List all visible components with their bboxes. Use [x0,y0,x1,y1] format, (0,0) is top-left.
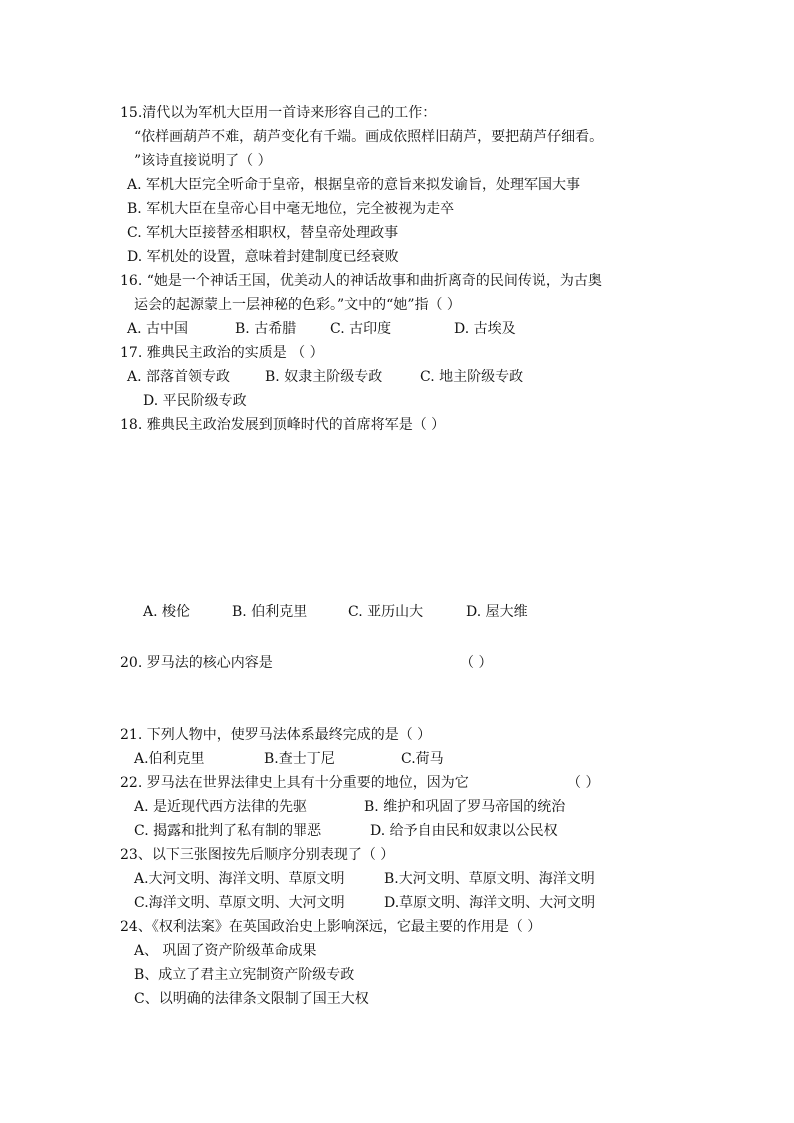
q17-option-d: D. 平民阶级专政 [143,393,247,409]
q24-option-c: C、以明确的法律条文限制了国王大权 [134,991,369,1007]
q15-option-b: B. 军机大臣在皇帝心目中毫无地位，完全被视为走卒 [127,201,455,217]
q17-option-a: A. 部落首领专政 [127,369,231,385]
q18-stem: 18. 雅典民主政治发展到顶峰时代的首席将军是（ ） [120,417,446,433]
q23-option-a: A.大河文明、海洋文明、草原文明 [134,871,345,887]
q16-option-d: D. 古埃及 [454,321,516,337]
q15-stem: 15.清代以为军机大臣用一首诗来形容自己的工作： [120,105,437,121]
q18-option-d: D. 屋大维 [466,604,528,620]
q20-stem: 20. 罗马法的核心内容是 [120,655,273,671]
q16-stem-line2: 运会的起源蒙上一层神秘的色彩。”文中的“她”指（ ） [134,297,461,313]
q23-option-b: B.大河文明、草原文明、海洋文明 [384,871,595,887]
q21-option-b: B.查士丁尼 [264,751,335,767]
q21-options [134,749,444,769]
q24-stem: 24、《权利法案》在英国政治史上影响深远，它最主要的作用是（ ） [120,919,542,935]
q15-quote-line2: ”该诗直接说明了（ ） [134,153,272,169]
q22-stem: 22. 罗马法在世界法律史上具有十分重要的地位，因为它 [120,775,469,791]
q21-option-c: C.荷马 [401,751,444,767]
q16-options [127,319,516,339]
q18-option-b: B. 伯利克里 [232,604,308,620]
q22-options-row2 [134,821,558,841]
q22-answer-paren: （ ） [567,775,600,791]
q20-answer-paren: （ ） [460,655,493,671]
q22-options-row1 [134,797,565,817]
q24-option-b: B、成立了君主立宪制资产阶级专政 [134,967,355,983]
q15-option-a: A. 军机大臣完全听命于皇帝，根据皇帝的意旨来拟发谕旨，处理军国大事 [127,177,581,193]
q18-option-a: A. 梭伦 [143,604,191,620]
q18-option-c: C. 亚历山大 [348,604,424,620]
q23-stem: 23、以下三张图按先后顺序分别表现了（ ） [120,847,395,863]
q22-option-b: B. 维护和巩固了罗马帝国的统治 [364,799,566,815]
q16-stem-line1: 16. “她是一个神话王国，优美动人的神话故事和曲折离奇的民间传说，为古奥 [120,273,602,289]
q22-option-a: A. 是近现代西方法律的先驱 [134,799,308,815]
q15-quote-line1: “依样画葫芦不难，葫芦变化有千端。画成依照样旧葫芦，要把葫芦仔细看。 [134,129,604,145]
q22-option-d: D. 给予自由民和奴隶以公民权 [370,823,558,839]
q22-option-c: C. 揭露和批判了私有制的罪恶 [134,823,322,839]
q21-stem: 21. 下列人物中，使罗马法体系最终完成的是（ ） [120,727,432,743]
q18-options [143,602,528,622]
q15-option-d: D. 军机处的设置，意味着封建制度已经衰败 [127,249,399,265]
q23-option-c: C.海洋文明、草原文明、大河文明 [134,895,345,911]
q17-stem: 17. 雅典民主政治的实质是 （ ） [120,345,324,361]
q16-option-c: C. 古印度 [330,321,392,337]
q17-option-c: C. 地主阶级专政 [420,369,524,385]
q23-option-d: D.草原文明、海洋文明、大河文明 [384,895,596,911]
q23-options-row1 [134,869,595,889]
q23-options-row2 [134,893,595,913]
q16-option-a: A. 古中国 [127,321,189,337]
q24-option-a: A、 巩固了资产阶级革命成果 [134,943,317,959]
q21-option-a: A.伯利克里 [134,751,205,767]
q17-option-b: B. 奴隶主阶级专政 [265,369,383,385]
q15-option-c: C. 军机大臣接替丞相职权，替皇帝处理政事 [127,225,399,241]
q17-options [127,367,523,387]
q16-option-b: B. 古希腊 [235,321,297,337]
